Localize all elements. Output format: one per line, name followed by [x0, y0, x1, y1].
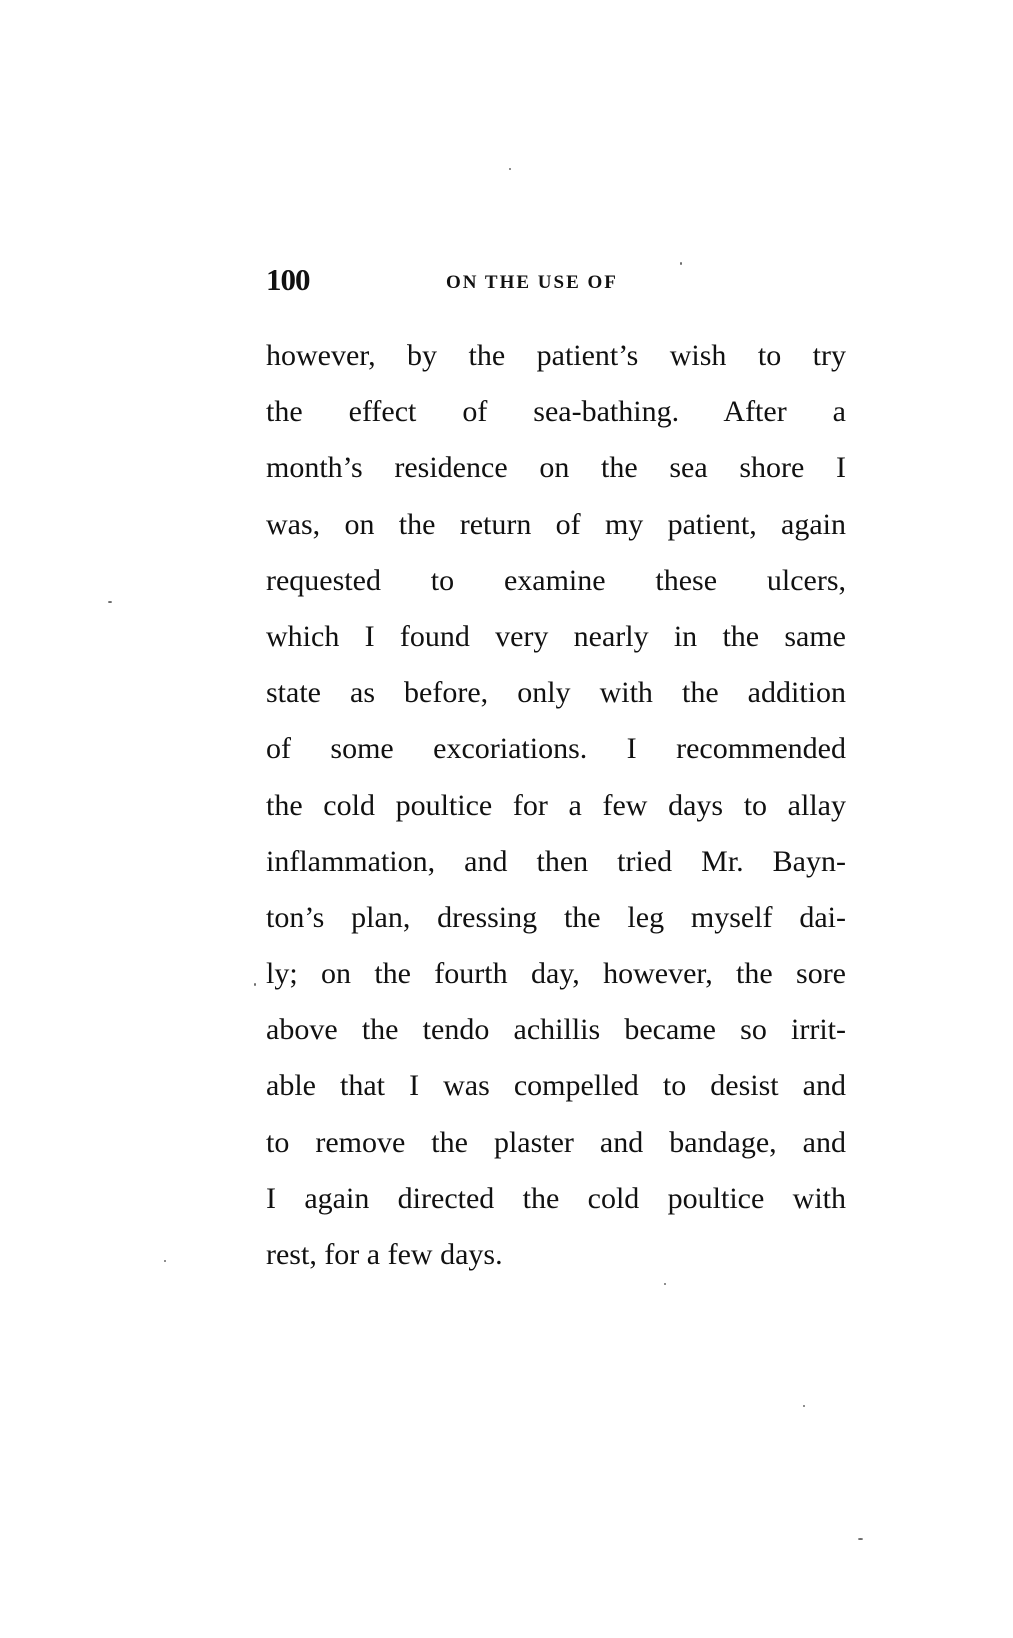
text-line: ton’s plan, dressing the leg myself dai- — [266, 900, 846, 934]
scan-speck — [680, 262, 682, 265]
body-text — [266, 328, 846, 1283]
text-line: able that I was compelled to desist and — [266, 1069, 846, 1103]
scan-speck — [108, 601, 112, 603]
scan-speck — [509, 168, 511, 170]
scan-speck — [858, 1538, 863, 1540]
text-line: of some excoriations. I recommended — [266, 732, 846, 766]
running-head — [266, 262, 856, 302]
text-line: was, on the return of my patient, again — [266, 507, 846, 541]
running-title: ON THE USE OF — [446, 272, 618, 293]
text-line: ly; on the fourth day, however, the sore — [266, 957, 846, 991]
text-line: I again directed the cold poultice with — [266, 1181, 846, 1215]
text-line: which I found very nearly in the same — [266, 619, 846, 653]
text-line: month’s residence on the sea shore I — [266, 451, 846, 485]
scan-speck — [664, 1283, 666, 1285]
text-line: state as before, only with the addition — [266, 676, 846, 710]
text-line: inflammation, and then tried Mr. Bayn- — [266, 844, 846, 878]
scan-speck — [254, 983, 256, 986]
scan-speck — [803, 1405, 805, 1407]
text-line: however, by the patient’s wish to try — [266, 339, 846, 372]
scan-speck — [164, 1260, 166, 1262]
text-line: the effect of sea-bathing. After a — [266, 395, 846, 429]
text-line: requested to examine these ulcers, — [266, 563, 846, 597]
text-line: to remove the plaster and bandage, and — [266, 1125, 846, 1159]
text-line: rest, for a few days. — [266, 1238, 503, 1271]
page-number: 100 — [266, 262, 310, 297]
text-line: above the tendo achillis became so irrit- — [266, 1013, 846, 1047]
text-line: the cold poultice for a few days to allay — [266, 788, 846, 822]
